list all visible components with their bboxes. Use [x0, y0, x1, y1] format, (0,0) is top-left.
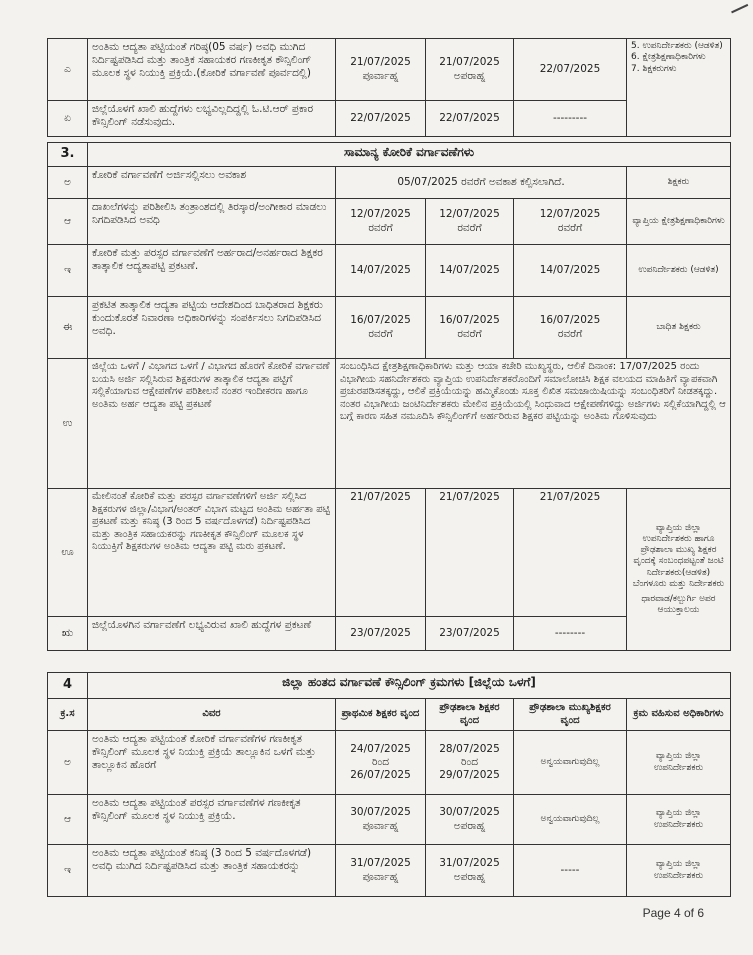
- header-sl: ಕ್ರ.ಸ: [48, 699, 88, 731]
- section-title: ಸಾಮಾನ್ಯ ಕೋರಿಕೆ ವರ್ಗಾವಣೆಗಳು: [88, 143, 731, 167]
- row-details: ಜಿಲ್ಲೆಯೊಳಗೆ ಖಾಲಿ ಹುದ್ದೆಗಳು ಲಭ್ಯವಿಲ್ಲದಿದ್ದಲ್ಲಿ ಓ.ಟಿ.ಆರ್ ಪ್ರಕಾರ ಕೌನ್ಸಿಲಿಂಗ್ ನಡೆಸುವುದು.: [88, 101, 336, 137]
- primary-date: 21/07/2025: [336, 489, 426, 617]
- high-school-date: 31/07/2025 ಅಪರಾಹ್ನ: [426, 845, 514, 897]
- table-row: [48, 489, 731, 617]
- primary-date: 30/07/2025 ಪೂರ್ವಾಹ್ನ: [336, 795, 426, 845]
- primary-date: 16/07/2025 ರವರೆಗೆ: [336, 297, 426, 359]
- header-primary: ಪ್ರಾಥಮಿಕ ಶಿಕ್ಷಕರ ವೃಂದ: [336, 699, 426, 731]
- row-id: ಏ: [48, 101, 88, 137]
- table-row: [48, 245, 731, 297]
- row-id: ಅ: [48, 167, 88, 199]
- high-school-date: 21/07/2025: [426, 489, 514, 617]
- section-number: 4: [48, 673, 88, 699]
- table-row: [48, 359, 731, 489]
- row-id: ಇ: [48, 245, 88, 297]
- row-details: ಪ್ರಕಟಿತ ತಾತ್ಕಾಲಿಕ ಆದ್ಯತಾ ಪಟ್ಟಿಯ ಆದೇಶದಿಂದ ಬಾಧಿತರಾದ ಶಿಕ್ಷಕರು ಕುಂದುಕೊರತೆ ನಿವಾರಣಾ ಅಧಿಕಾರಿಗಳನ್ನು ಸಂಪರ್ಕಿಸಲು ನಿಗದಿಪಡಿಸಿದ ಅವಧಿ.: [88, 297, 336, 359]
- section-4-table: [47, 672, 731, 897]
- table-row: [48, 731, 731, 795]
- row-details: ಅಂತಿಮ ಆದ್ಯತಾ ಪಟ್ಟಿಯಂತೆ ಗರಿಷ್ಠ(05 ವರ್ಷ) ಅವಧಿ ಮುಗಿದ ನಿರ್ದಿಷ್ಟಪಡಿಸಿದ ಮತ್ತು ತಾಂತ್ರಿಕ ಸಹಾಯಕರ ಗಣಕೀಕೃತ ಕೌನ್ಸಿಲಿಂಗ್ ಮೂಲಕ ಸ್ಥಳ ನಿಯುಕ್ತಿ ಪ್ರಕ್ರಿಯೆ.(ಕೋರಿಕೆ ವರ್ಗಾವಣೆ ಪೂರ್ವದಲ್ಲಿ): [88, 39, 336, 101]
- high-school-date: 12/07/2025 ರವರೆಗೆ: [426, 199, 514, 245]
- primary-date: 23/07/2025: [336, 617, 426, 651]
- high-school-date: 28/07/2025 ರಿಂದ 29/07/2025: [426, 731, 514, 795]
- row-details: ಜಿಲ್ಲೆಯ ಒಳಗೆ / ವಿಭಾಗದ ಒಳಗೆ / ವಿಭಾಗದ ಹೊರಗೆ ಕೋರಿಕೆ ವರ್ಗಾವಣೆ ಬಯಸಿ ಅರ್ಜಿ ಸಲ್ಲಿಸಿರುವ ಶಿಕ್ಷಕರುಗಳ ತಾತ್ಕಾಲಿಕ ಆದ್ಯತಾ ಪಟ್ಟಿಗೆ ಸಲ್ಲಿಕೆಯಾಗುವ ಆಕ್ಷೇಪಣೆಗಳ ಪರಿಶೀಲನೆ ನಂತರ ಇಂದೀಕರಣ ಹಾಗೂ ಅಂತಿಮ ಅರ್ಹ ಆದ್ಯತಾ ಪಟ್ಟಿ ಪ್ರಕಟಣೆ: [88, 359, 336, 489]
- headmaster-date: ಅನ್ವಯವಾಗುವುದಿಲ್ಲ: [514, 795, 627, 845]
- authority-cell: ಬಾಧಿತ ಶಿಕ್ಷಕರು: [627, 297, 731, 359]
- row-id: ಇ: [48, 845, 88, 897]
- row-id: ಆ: [48, 199, 88, 245]
- primary-date: 14/07/2025: [336, 245, 426, 297]
- high-school-date: 30/07/2025 ಅಪರಾಹ್ನ: [426, 795, 514, 845]
- high-school-date: 23/07/2025: [426, 617, 514, 651]
- high-school-date: 14/07/2025: [426, 245, 514, 297]
- authority-cell: ವ್ಯಾಪ್ತಿಯ ಕ್ಷೇತ್ರಶಿಕ್ಷಣಾಧಿಕಾರಿಗಳು: [627, 199, 731, 245]
- headmaster-date: 14/07/2025: [514, 245, 627, 297]
- headmaster-date: --------: [514, 617, 627, 651]
- column-header-row: [48, 699, 731, 731]
- authority-cell: ಉಪನಿರ್ದೇಶಕರು (ಆಡಳಿತ): [627, 245, 731, 297]
- row-id: ಅ: [48, 731, 88, 795]
- top-schedule-table: [47, 38, 731, 137]
- section-number: 3.: [48, 143, 88, 167]
- authority-cell: ವ್ಯಾಪ್ತಿಯ ಜಿಲ್ಲಾ ಉಪನಿರ್ದೇಶಕರು ಹಾಗೂ ಪ್ರೌಢಶಾಲಾ ಮುಖ್ಯ ಶಿಕ್ಷಕರ ವೃಂದಕ್ಕೆ ಸಂಬಂಧಪಟ್ಟಂತೆ ಜಂಟಿ ನಿರ್ದೇಶಕರು(ಆಡಳಿತ) ಬೆಂಗಳೂರು ಮತ್ತು ನಿರ್ದೇಶಕರು: [632, 522, 725, 589]
- row-id: ಎ: [48, 39, 88, 101]
- row-details: ಕೋರಿಕೆ ವರ್ಗಾವಣೆಗೆ ಅರ್ಜಿಸಲ್ಲಿಸಲು ಅವಕಾಶ: [88, 167, 336, 199]
- row-details: ಅಂತಿಮ ಆದ್ಯತಾ ಪಟ್ಟಿಯಂತೆ ಕನಿಷ್ಠ (3 ರಿಂದ 5 ವರ್ಷದೊಳಗಡೆ) ಅವಧಿ ಮುಗಿದ ನಿರ್ದಿಷ್ಟಪಡಿಸಿದ ಮತ್ತು ತಾಂತ್ರಿಕ ಸಹಾಯಕರನ್ನು: [88, 845, 336, 897]
- row-details: ದಾಖಲೆಗಳನ್ನು ಪರಿಶೀಲಿಸಿ ತಂತ್ರಾಂಶದಲ್ಲಿ ತಿರಸ್ಕಾರ/ಅಂಗೀಕಾರ ಮಾಡಲು ನಿಗದಿಪಡಿಸಿದ ಅವಧಿ: [88, 199, 336, 245]
- row-details: ಅಂತಿಮ ಆದ್ಯತಾ ಪಟ್ಟಿಯಂತೆ ಪರಸ್ಪರ ವರ್ಗಾವಣೆಗಳ ಗಣಕೀಕೃತ ಕೌನ್ಸಿಲಿಂಗ್ ಮೂಲಕ ಸ್ಥಳ ನಿಯುಕ್ತಿ ಪ್ರಕ್ರಿಯೆ.: [88, 795, 336, 845]
- row-id: ಈ: [48, 297, 88, 359]
- page-number: Page 4 of 6: [642, 906, 704, 920]
- headmaster-date: 21/07/2025: [514, 489, 627, 617]
- table-row: [48, 199, 731, 245]
- headmaster-date: ಅನ್ವಯವಾಗುವುದಿಲ್ಲ: [514, 731, 627, 795]
- section-header-row: [48, 143, 731, 167]
- primary-date: 31/07/2025 ಪೂರ್ವಾಹ್ನ: [336, 845, 426, 897]
- authority-stack: [627, 489, 731, 651]
- row-details: ಕೋರಿಕೆ ಮತ್ತು ಪರಸ್ಪರ ವರ್ಗಾವಣೆಗೆ ಅರ್ಹರಾದ/ಅನರ್ಹರಾದ ಶಿಕ್ಷಕರ ತಾತ್ಕಾಲಿಕ ಆದ್ಯತಾಪಟ್ಟಿ ಪ್ರಕಟಣೆ.: [88, 245, 336, 297]
- table-row: [48, 795, 731, 845]
- header-details: ವಿವರ: [88, 699, 336, 731]
- merged-note: 05/07/2025 ರವರೆಗೆ ಅವಕಾಶ ಕಲ್ಪಿಸಲಾಗಿದೆ.: [336, 167, 627, 199]
- header-high-school: ಪ್ರೌಢಶಾಲಾ ಶಿಕ್ಷಕರ ವೃಂದ: [426, 699, 514, 731]
- authority-cell: 5. ಉಪನಿರ್ದೇಶಕರು (ಆಡಳಿತ) 6. ಕ್ಷೇತ್ರಶಿಕ್ಷಣಾಧಿಕಾರಿಗಳು 7. ಶಿಕ್ಷಕರುಗಳು: [627, 39, 731, 137]
- row-id: ಋ: [48, 617, 88, 651]
- section-3-table: [47, 142, 731, 651]
- authority-cell-secondary: ಧಾರವಾಡ/ಕಲ್ಬುರ್ಗಿ ಅಪರ ಆಯುಕ್ತಾಲಯ: [641, 594, 716, 616]
- authority-cell: ಶಿಕ್ಷಕರು: [627, 167, 731, 199]
- row-id: ಆ: [48, 795, 88, 845]
- headmaster-date: 12/07/2025 ರವರೆಗೆ: [514, 199, 627, 245]
- row-id: ಊ: [48, 489, 88, 617]
- header-headmaster: ಪ್ರೌಢಶಾಲಾ ಮುಖ್ಯಶಿಕ್ಷಕರ ವೃಂದ: [514, 699, 627, 731]
- primary-date: 22/07/2025: [336, 101, 426, 137]
- row-id: ಉ: [48, 359, 88, 489]
- primary-date: 12/07/2025 ರವರೆಗೆ: [336, 199, 426, 245]
- high-school-date: 21/07/2025 ಅಪರಾಹ್ನ: [426, 39, 514, 101]
- row-details: ಅಂತಿಮ ಆದ್ಯತಾ ಪಟ್ಟಿಯಂತೆ ಕೋರಿಕೆ ವರ್ಗಾವಣೆಗಳ ಗಣಕೀಕೃತ ಕೌನ್ಸಿಲಿಂಗ್ ಮೂಲಕ ಸ್ಥಳ ನಿಯುಕ್ತಿ ಪ್ರಕ್ರಿಯೆ ತಾಲ್ಲೂಕಿನ ಒಳಗೆ ಮತ್ತು ತಾಲ್ಲೂಕಿನ ಹೊರಗೆ: [88, 731, 336, 795]
- headmaster-date: ---------: [514, 101, 627, 137]
- section-title: ಜಿಲ್ಲಾ ಹಂತದ ವರ್ಗಾವಣೆ ಕೌನ್ಸಿಲಿಂಗ್ ಕ್ರಮಗಳು [ಜಿಲ್ಲೆಯ ಒಳಗೆ]: [88, 673, 731, 699]
- authority-cell: ವ್ಯಾಪ್ತಿಯ ಜಿಲ್ಲಾ ಉಪನಿರ್ದೇಶಕರು: [627, 731, 731, 795]
- headmaster-date: 22/07/2025: [514, 39, 627, 101]
- header-authority: ಕ್ರಮ ವಹಿಸುವ ಅಧಿಕಾರಿಗಳು: [627, 699, 731, 731]
- headmaster-date: -----: [514, 845, 627, 897]
- table-row: [48, 167, 731, 199]
- headmaster-date: 16/07/2025 ರವರೆಗೆ: [514, 297, 627, 359]
- high-school-date: 22/07/2025: [426, 101, 514, 137]
- row-details: ಜಿಲ್ಲೆಯೊಳಗಿನ ವರ್ಗಾವಣೆಗೆ ಲಭ್ಯವಿರುವ ಖಾಲಿ ಹುದ್ದೆಗಳ ಪ್ರಕಟಣೆ: [88, 617, 336, 651]
- primary-date: 24/07/2025 ರಿಂದ 26/07/2025: [336, 731, 426, 795]
- row-details: ಮೇಲಿನಂತೆ ಕೋರಿಕೆ ಮತ್ತು ಪರಸ್ಪರ ವರ್ಗಾವಣೆಗಳಿಗೆ ಅರ್ಜಿ ಸಲ್ಲಿಸಿದ ಶಿಕ್ಷಕರುಗಳ ಜಿಲ್ಲಾ/ವಿಭಾಗ/ಅಂತರ್ ವಿಭಾಗ ಮಟ್ಟದ ಅಂತಿಮ ಅರ್ಹತಾ ಪಟ್ಟಿ ಪ್ರಕಟಣೆ ಮತ್ತು ಕನಿಷ್ಠ (3 ರಿಂದ 5 ವರ್ಷದೊಳಗಡೆ) ನಿರ್ದಿಷ್ಟಪಡಿಸಿದ ಮತ್ತು ತಾಂತ್ರಿಕ ಸಹಾಯಕರನ್ನು ಗಣಕೀಕೃತ ಕೌನ್ಸಿಲಿಂಗ್ ಮೂಲಕ ಸ್ಥಳ ನಿಯುಕ್ತಿಗೆ ಶಿಕ್ಷಕರುಗಳ ಅಂತಿಮ ಆದ್ಯತಾ ಪಟ್ಟಿ ಮರು ಪ್ರಕಟಣೆ.: [88, 489, 336, 617]
- merged-note: ಸಂಬಂಧಿಸಿದ ಕ್ಷೇತ್ರಶಿಕ್ಷಣಾಧಿಕಾರಿಗಳು ಮತ್ತು ಆಯಾ ಕಚೇರಿ ಮುಖ್ಯಸ್ಥರು, ಆಲಿಕೆ ದಿನಾಂಕ: 17/07/2025 ರಂದು ವಿಭಾಗೀಯ ಸಹನಿರ್ದೇಶಕರು ವ್ಯಾಪ್ತಿಯ ಉಪನಿರ್ದೇಶಕರೊಂದಿಗೆ ಸಮಾಲೋಚಿಸಿ ಶಿಕ್ಷಕ ವಲಯದ ಮಾಹಿತಿಗೆ ವ್ಯಾಪಕವಾಗಿ ಪ್ರಚುರಪಡಿಸತಕ್ಕದ್ದು, ಆಲಿಕೆ ಪ್ರಕ್ರಿಯೆಯನ್ನು ಹಮ್ಮಿಕೊಂಡು ಸೂಕ್ತ ಲಿಖಿತ ಸಮಜಾಯಿಷಿಯನ್ನು ಸಂಬಂಧಿತರಿಗೆ ನೀಡತಕ್ಕದ್ದು. ನಂತರ ವಿಭಾಗೀಯ ಜಂಟಿನಿರ್ದೇಶಕರು ಮೇಲಿನ ಪ್ರಕ್ರಿಯೆಯಲ್ಲಿ ಸಿಂಧುವಾದ ಆಕ್ಷೇಪಣೆಗಳಿದ್ದು ಅರ್ಜಿಗಳು ಸಲ್ಲಿಕೆಯಾಗಿದ್ದಲ್ಲಿ ಆ ಬಗ್ಗೆ ಕಾರಣ ಸಹಿತ ನಮೂದಿಸಿ ಕೌನ್ಸಿಲಿಂಗ್‌ಗೆ ಅರ್ಹರಿರುವ ಶಿಕ್ಷಕರ ಪಟ್ಟಿಯನ್ನು ಅಂತಿಮ ಗೊಳಿಸುವುದು: [336, 359, 731, 489]
- section-header-row: [48, 673, 731, 699]
- pen-mark-icon: [728, 0, 749, 13]
- table-row: [48, 297, 731, 359]
- primary-date: 21/07/2025 ಪೂರ್ವಾಹ್ನ: [336, 39, 426, 101]
- authority-cell: ವ್ಯಾಪ್ತಿಯ ಜಿಲ್ಲಾ ಉಪನಿರ್ದೇಶಕರು: [627, 845, 731, 897]
- authority-cell: ವ್ಯಾಪ್ತಿಯ ಜಿಲ್ಲಾ ಉಪನಿರ್ದೇಶಕರು: [627, 795, 731, 845]
- high-school-date: 16/07/2025 ರವರೆಗೆ: [426, 297, 514, 359]
- table-row: [48, 39, 731, 101]
- table-row: [48, 845, 731, 897]
